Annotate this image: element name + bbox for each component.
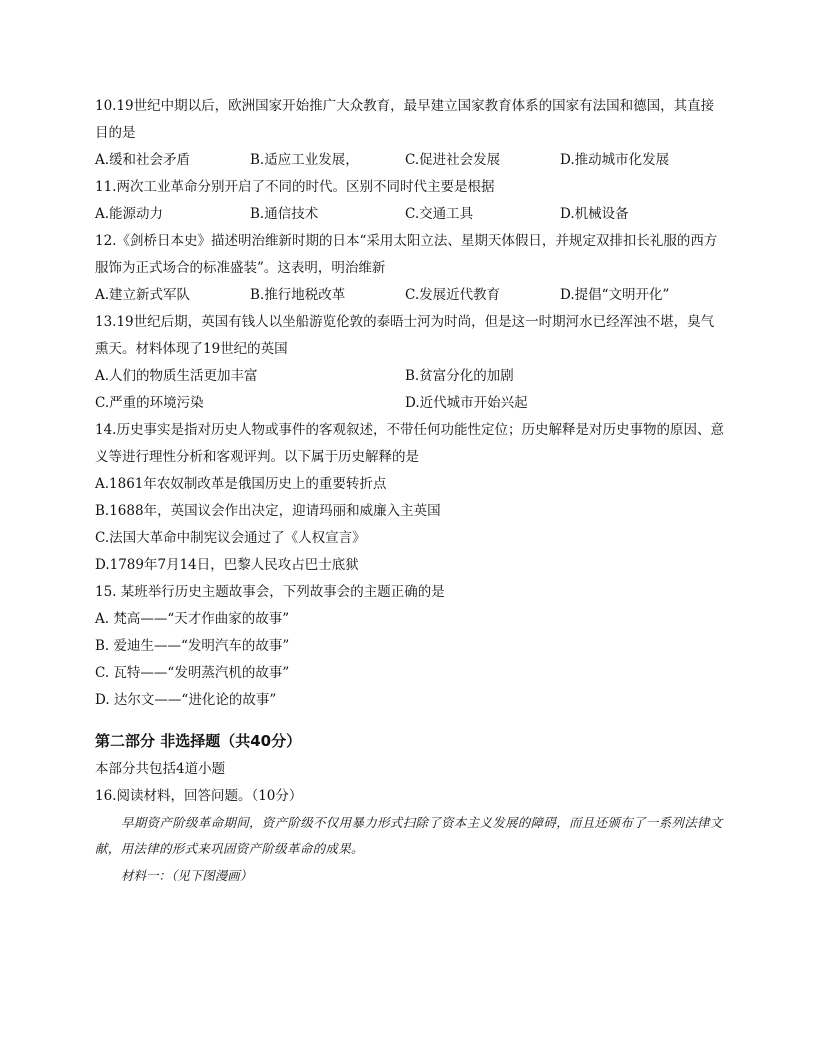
- option-c[interactable]: C.法国大革命中制宪议会通过了《人权宣言》: [95, 530, 366, 546]
- question-16: [95, 783, 725, 890]
- option-a[interactable]: A.能源动力: [95, 206, 164, 222]
- options-row: [95, 147, 725, 174]
- question-14: [95, 417, 725, 579]
- option-d[interactable]: D. 达尔文——“进化论的故事”: [95, 692, 277, 708]
- options-row: [95, 201, 725, 228]
- option-d[interactable]: D.机械设备: [560, 206, 629, 222]
- option-b[interactable]: B.1688年，英国议会作出决定，迎请玛丽和威廉入主英国: [95, 503, 441, 519]
- question-stem: 13.19世纪后期，英国有钱人以坐船游览伦敦的泰晤士河为时尚，但是这一时期河水已经浑浊不堪，臭气熏天。材料体现了19世纪的英国: [95, 314, 715, 357]
- option-b[interactable]: B.贫富分化的加剧: [405, 368, 514, 384]
- option-c[interactable]: C.严重的环境污染: [95, 395, 204, 411]
- question-13: [95, 309, 725, 417]
- option-a[interactable]: A. 梵高——“天才作曲家的故事”: [95, 611, 290, 627]
- question-stem: 16.阅读材料，回答问题。（10分）: [95, 788, 303, 804]
- question-10: [95, 93, 725, 174]
- question-12: [95, 228, 725, 309]
- option-a[interactable]: A.缓和社会矛盾: [95, 152, 191, 168]
- options-row: [95, 363, 725, 390]
- option-d[interactable]: D.推动城市化发展: [560, 152, 670, 168]
- option-c[interactable]: C.交通工具: [405, 206, 474, 222]
- option-c[interactable]: C. 瓦特——“发明蒸汽机的故事”: [95, 665, 290, 681]
- passage-text: 早期资产阶级革命期间，资产阶级不仅用暴力形式扫除了资本主义发展的障碍，而且还颁布了一系列法律文献，用法律的形式来巩固资产阶级革命的成果。: [95, 815, 723, 856]
- option-b[interactable]: B. 爱迪生——“发明汽车的故事”: [95, 638, 290, 654]
- option-c[interactable]: C.发展近代教育: [405, 287, 501, 303]
- option-b[interactable]: B.推行地税改革: [250, 287, 346, 303]
- option-d[interactable]: D.近代城市开始兴起: [405, 395, 528, 411]
- question-stem: 15. 某班举行历史主题故事会，下列故事会的主题正确的是: [95, 584, 445, 600]
- material-label: 材料一：（见下图漫画）: [121, 868, 253, 883]
- option-b[interactable]: B.通信技术: [250, 206, 319, 222]
- section-intro: 本部分共包括4道小题: [95, 761, 226, 777]
- options-row: [95, 282, 725, 309]
- exam-page: [95, 93, 725, 890]
- question-stem: 14.历史事实是指对历史人物或事件的客观叙述，不带任何功能性定位；历史解释是对历史事物的原因、意义等进行理性分析和客观评判。以下属于历史解释的是: [95, 422, 724, 465]
- option-a[interactable]: A.人们的物质生活更加丰富: [95, 368, 258, 384]
- question-15: [95, 579, 725, 714]
- option-c[interactable]: C.促进社会发展: [405, 152, 501, 168]
- option-d[interactable]: D.1789年7月14日，巴黎人民攻占巴士底狱: [95, 557, 359, 573]
- section-title: 第二部分 非选择题（共40分）: [95, 732, 302, 750]
- question-stem: 11.两次工业革命分别开启了不同的时代。区别不同时代主要是根据: [95, 179, 495, 195]
- question-stem: 10.19世纪中期以后，欧洲国家开始推广大众教育，最早建立国家教育体系的国家有法国和德国，其直接目的是: [95, 98, 715, 141]
- options-row: [95, 390, 725, 417]
- option-d[interactable]: D.提倡“文明开化”: [560, 287, 670, 303]
- option-a[interactable]: A.建立新式军队: [95, 287, 191, 303]
- option-a[interactable]: A.1861年农奴制改革是俄国历史上的重要转折点: [95, 476, 387, 492]
- question-stem: 12.《剑桥日本史》描述明治维新时期的日本“采用太阳立法、星期天体假日，并规定双排扣长礼服的西方服饰为正式场合的标准盛装”。这表明，明治维新: [95, 233, 718, 276]
- option-b[interactable]: B.适应工业发展，: [250, 152, 359, 168]
- question-11: [95, 174, 725, 228]
